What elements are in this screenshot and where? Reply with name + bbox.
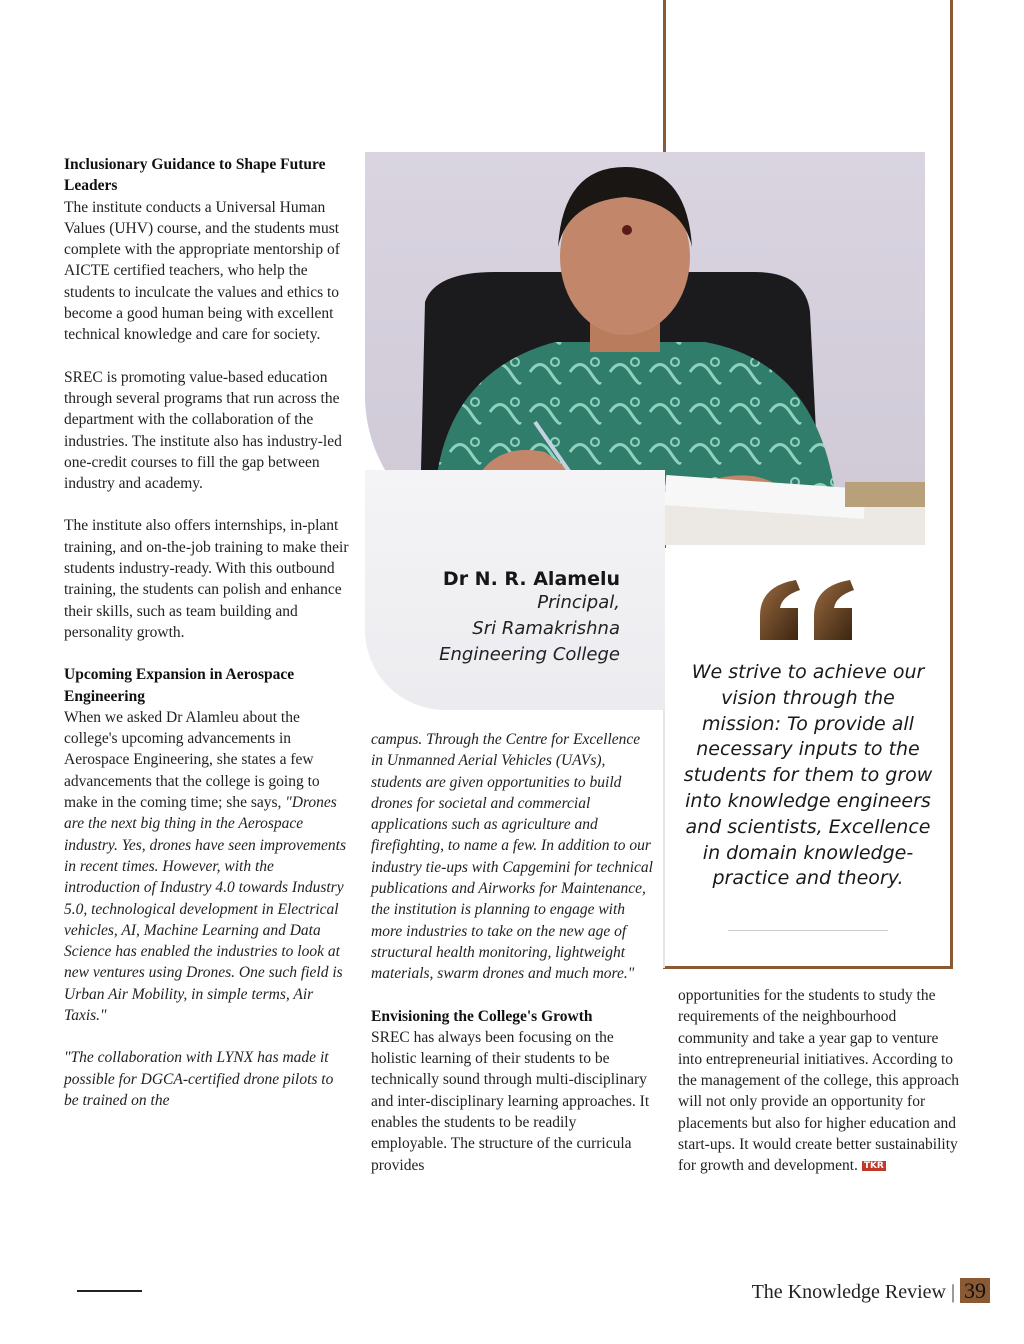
- paragraph: [64, 707, 349, 1026]
- paragraph-quote: campus. Through the Centre for Excellence in Unmanned Aerial Vehicles (UAVs), students are given opportunities to build drones for societal and commercial applications such as agriculture and firefighting, to name a few. In addition to our industry tie-ups with Capgemini for technical publications and Airworks for Maintenance, the institution is planning to engage with more industries to take on the new age of structural health monitoring, lightweight materials, swarm drones and much more.": [371, 731, 653, 983]
- paragraph-quote: "Drones are the next big thing in the Aerospace industry. Yes, drones have seen improvements in recent times. However, with the introduction of Industry 4.0 towards Industry 5.0, technological development in Electrical vehicles, AI, Machine Learning and Data Science has enabled the industries to look at new ventures using Drones. One such field is Urban Air Mobility, in simple terms, Air Taxis.": [64, 794, 346, 1024]
- paragraph-plain: When we asked Dr Alamleu about the college's upcoming advancements in Aerospace Engineering, she states a few advancements that the college is going to make in the coming time; she says,: [64, 708, 320, 812]
- footer-separator: |: [950, 1281, 955, 1303]
- column-1: [64, 154, 349, 1111]
- principal-name: Dr N. R. Alamelu: [442, 568, 620, 590]
- paragraph: The institute conducts a Universal Human Values (UHV) course, and the students must complete with the appropriate mentorship of AICTE certified teachers, who help the students to inculcate the values and ethics to become a good human being with excellent technical knowledge and care for society.: [64, 198, 340, 344]
- paragraph: SREC is promoting value-based education through several programs that run across the department with the collaboration of the industries. The institute also has industry-led one-credit courses to fill the gap between industry and academy.: [64, 368, 342, 493]
- pull-quote: We strive to achieve our vision through the mission: To provide all necessary inputs to the students for them to grow into knowledge engineers and scientists, Excellence in domain knowledge- practice and theory.: [683, 661, 933, 890]
- paragraph-quote: "The collaboration with LYNX has made it possible for DGCA-certified drone pilots to be trained on the: [64, 1049, 334, 1109]
- paragraph: The institute also offers internships, in-plant training, and on-the-job training to make their students industry-ready. With this outbound training, the students can polish and enhance their skills, such as team building and personality growth.: [64, 517, 349, 641]
- column-2: [371, 729, 656, 1176]
- principal-title-line: Sri Ramakrishna: [472, 618, 620, 639]
- footer: [700, 1278, 990, 1304]
- paragraph: SREC has always been focusing on the holistic learning of their students to be technically sound through multi-disciplinary and inter-disciplinary learning approaches. It enables the students to be readily employable. The structure of the curricula provides: [371, 1028, 650, 1174]
- frame-line-bottom: [663, 966, 953, 969]
- heading-college-growth: Envisioning the College's Growth: [371, 1007, 593, 1025]
- principal-caption: [380, 568, 620, 668]
- heading-aerospace-expansion: Upcoming Expansion in Aerospace Engineering: [64, 666, 295, 705]
- principal-title-line: Principal,: [537, 592, 620, 613]
- paragraph-text: opportunities for the students to study the requirements of the neighbourhood community and take a year gap to venture into entrepreneurial initiatives. According to the management of the college, this approach will not only provide an opportunity for placements but also for higher education and start-ups. It would create better sustainability for growth and development.: [678, 987, 960, 1175]
- end-mark-logo: TKR: [863, 1161, 884, 1172]
- principal-title-line: Engineering College: [439, 644, 620, 665]
- pull-quote-rule: [728, 930, 888, 931]
- heading-inclusionary-guidance: Inclusionary Guidance to Shape Future Leaders: [64, 156, 326, 195]
- paragraph: [678, 985, 963, 1178]
- column-3: [678, 985, 963, 1178]
- publication-name: The Knowledge Review: [751, 1281, 946, 1303]
- page-number: 39: [960, 1278, 990, 1303]
- footer-rule: [77, 1290, 142, 1292]
- quotation-mark-icon: [758, 578, 862, 642]
- frame-line-right: [950, 0, 953, 968]
